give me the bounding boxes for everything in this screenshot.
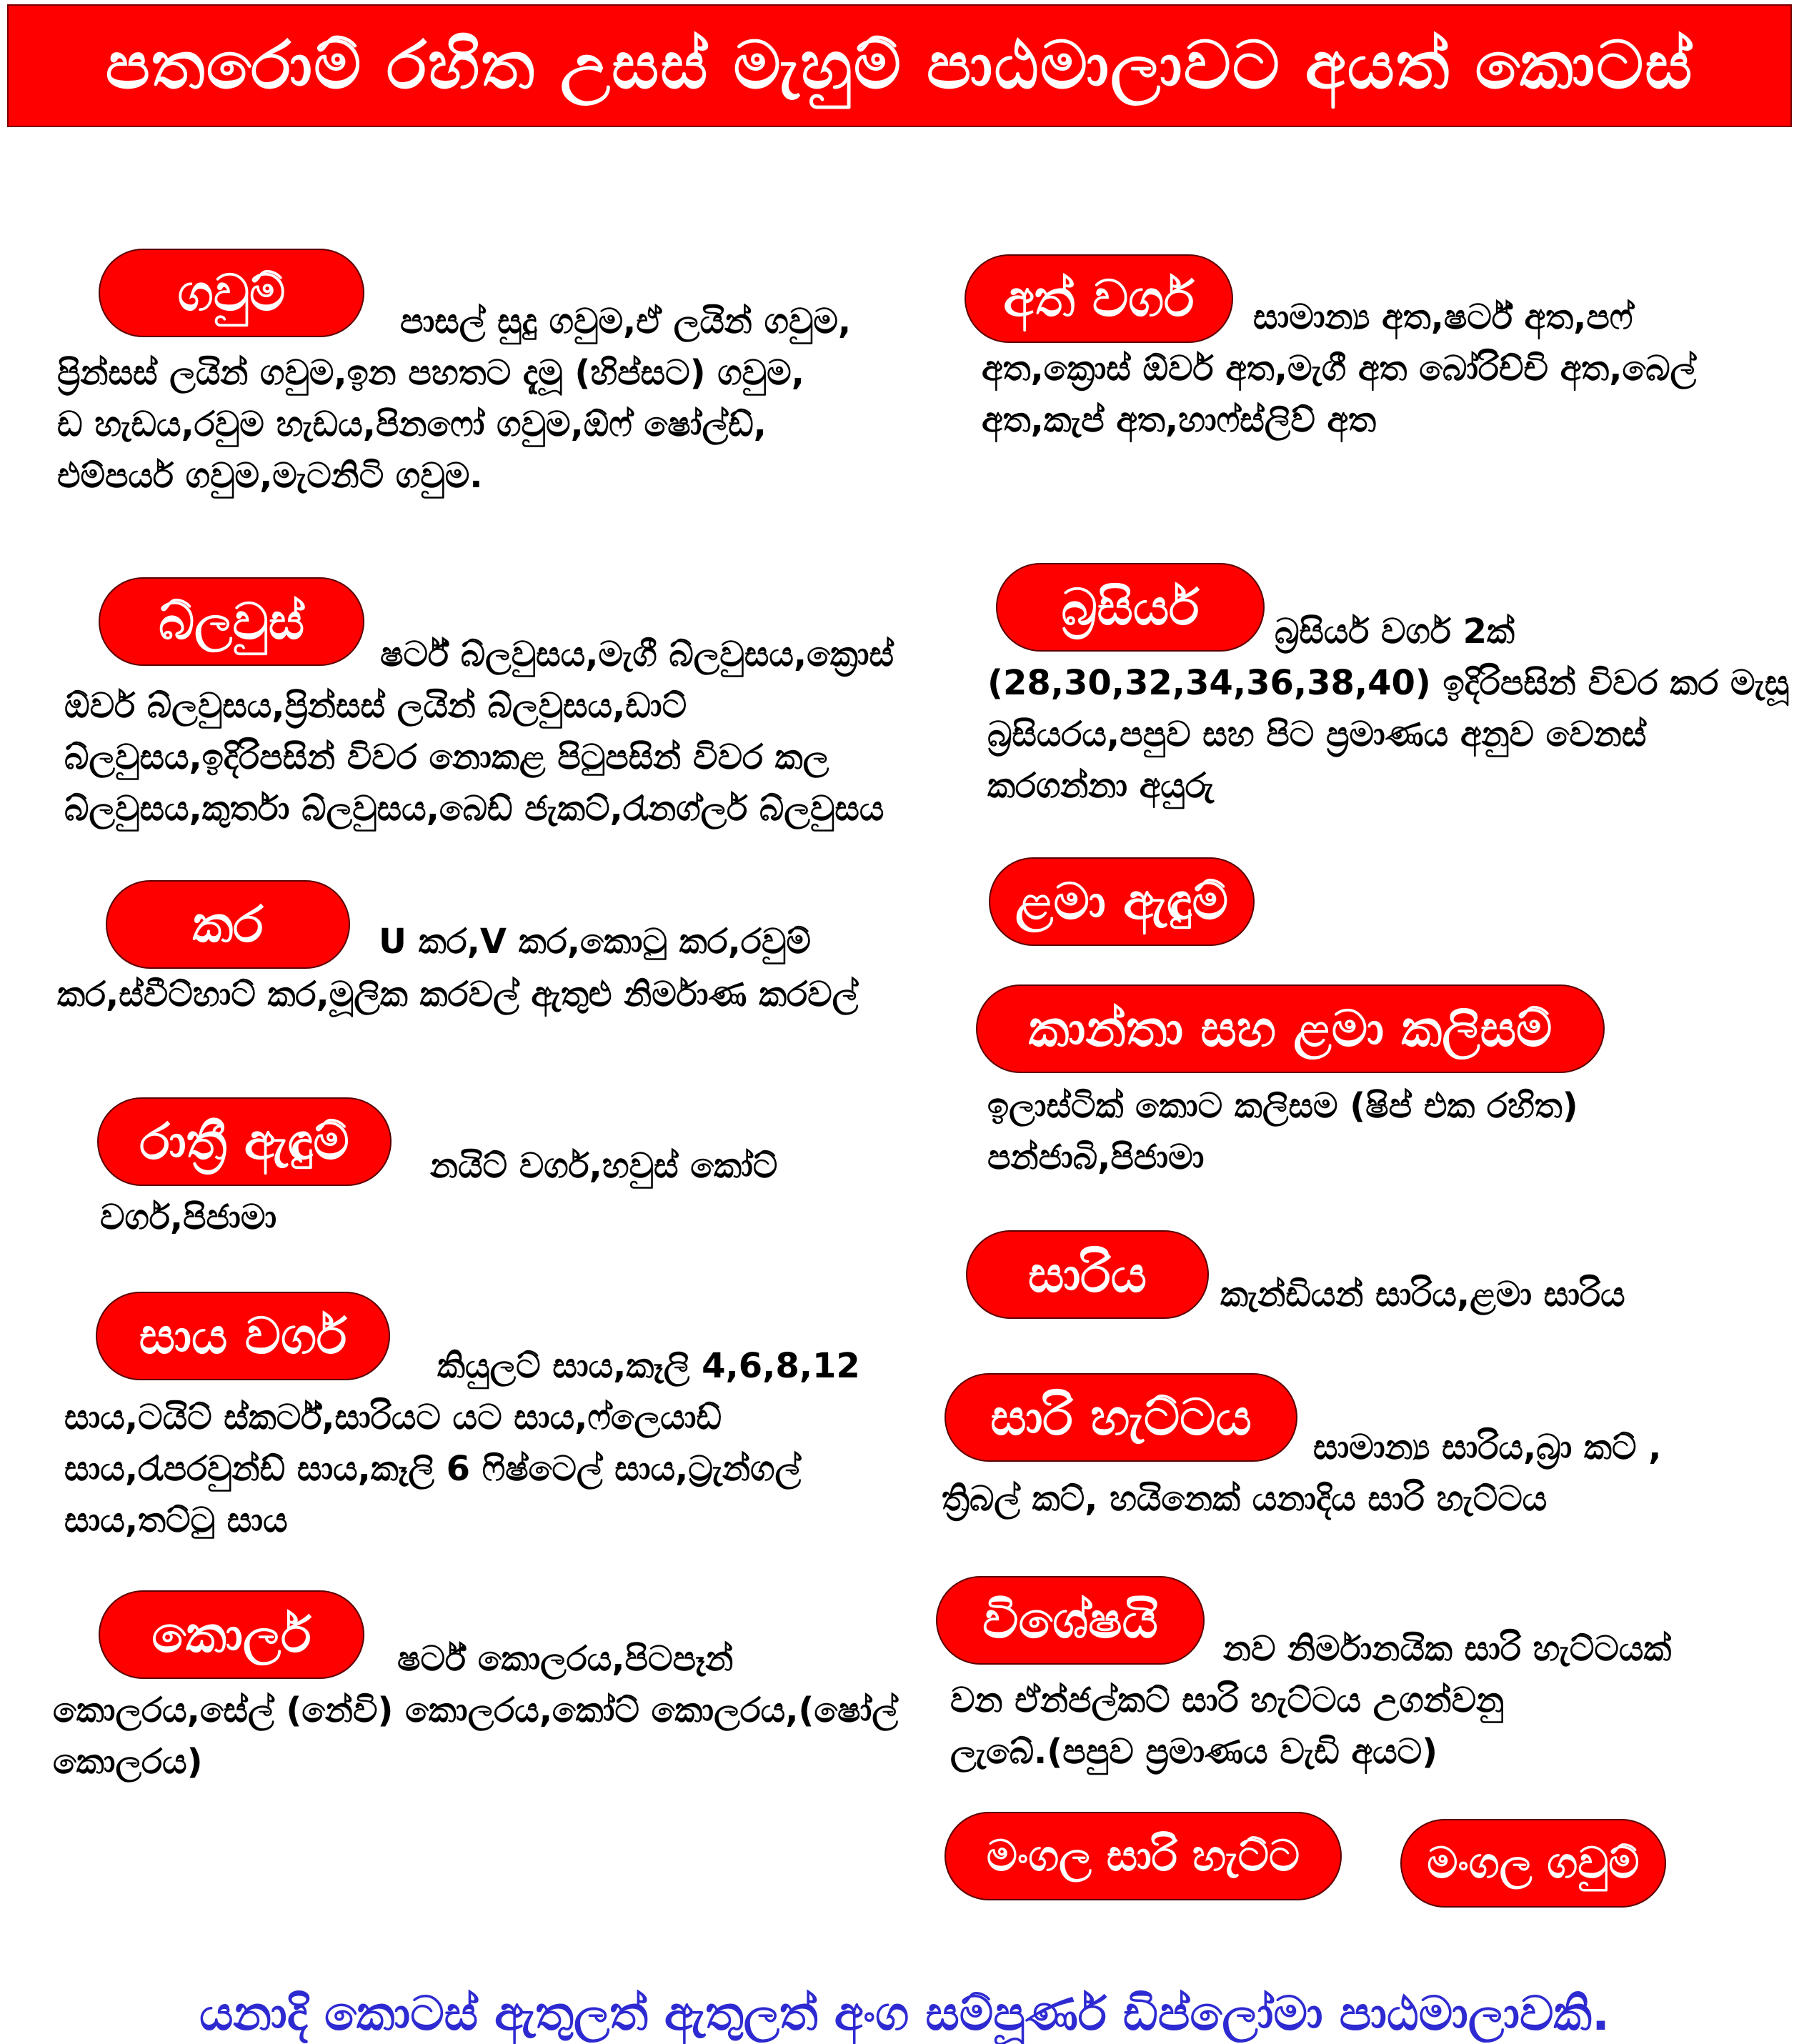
- badge-sari-hattaya: සාරි හැට්ටය: [945, 1373, 1297, 1462]
- gawum-line-1: පාසල් සුදු ගවුම,ඒ ලයින් ගවුම,: [400, 301, 852, 342]
- ath-line-2: අත,ක්‍රොස් ඕවර් අත,මැගී අත බෝරිච්චි අත,බෙල්: [982, 349, 1697, 389]
- brassiere-line-3: බ්‍රසියරය,පපුව සහ පිට ප්‍රමාණය අනුව වෙනස්: [987, 714, 1647, 754]
- rathri-line-2: වර්ග,පිජාමා: [100, 1197, 277, 1237]
- ath-line-3: අත,කැප් අත,හාෆ්ස්ලිව් අත: [982, 400, 1377, 440]
- badge-saya: සාය වර්ග: [96, 1292, 390, 1380]
- badge-kalisam: කාන්තා සහ ළමා කලිසම්: [976, 984, 1605, 1073]
- badge-lama-adum: ළමා ඇඳුම්: [989, 857, 1255, 946]
- visheshayi-line-2: වන ඒන්ජල්කට් සාරි හැට්ටය උගන්වනු: [950, 1680, 1505, 1720]
- badge-gawum: ගවුම්: [99, 249, 364, 337]
- brassiere-line-1: බ්‍රසියර් වර්ග 2ක්: [1275, 612, 1515, 652]
- brassiere-line-4: කරගන්නා අයුරු: [987, 766, 1214, 806]
- collar-line-3: කොලරය): [53, 1742, 203, 1782]
- sariya-line-1: කැන්ඩියන් සාරිය,ළමා සාරිය: [1220, 1275, 1625, 1315]
- kalisam-line-2: පන්ජාබි,පිජාමා: [987, 1137, 1205, 1177]
- page-title: පතරොම් රහිත උසස් මැහුම් පාඨමාලාවට අයත් කොටස්: [105, 26, 1694, 104]
- blouse-line-1: ෂර්ට් බ්ලවුසය,මැගී බ්ලවුසය,ක්‍රොස්: [380, 634, 894, 674]
- saya-line-2: සාය,ටයිට් ස්කර්ට්,සාරියට යට සාය,ෆ්ලෙයාඩ්: [64, 1397, 722, 1437]
- sari-hattaya-line-2: ත්‍රිබල් කට්, හයිනෙක් යනාදිය සාරි හැට්ටය: [942, 1479, 1548, 1519]
- gawum-line-3: ඩ හැඩය,රවුම හැඩය,පිනෆෝ ගවුම,ඕෆ් ෂෝල්ඩ්,: [57, 404, 767, 444]
- badge-sariya: සාරිය: [966, 1230, 1209, 1319]
- kara-line-1: U කර,V කර,කොටු කර,රවුම්: [379, 922, 811, 962]
- blouse-line-4: බ්ලවුසය,කුර්තා බ්ලවුසය,බෙඩ් ජැකට්,රැනග්ලර් බ්ලවුසය: [64, 789, 884, 829]
- saya-line-3: සාය,රැපරවුන්ඩ් සාය,කෑලි 6 ෆිෂ්ටෙල් සාය,ට්‍රැන්ගල්: [64, 1449, 802, 1489]
- badge-visheshayi: විශේෂයි: [936, 1576, 1205, 1665]
- badge-mangala-gawum: මංගල ගවුම්: [1400, 1819, 1666, 1908]
- collar-line-1: ෂර්ට් කොලරය,පිටපෑන්: [397, 1639, 734, 1679]
- ath-line-1: සාමාන්‍ය අත,ෂර්ට් අත,පෆ්: [1253, 297, 1633, 337]
- gawum-line-4: එම්පයර් ගවුම,මැටනිටි ගවුම.: [57, 456, 483, 496]
- brassiere-line-2: (28,30,32,34,36,38,40) ඉදිරිපසින් විවර කර මැසූ: [987, 663, 1790, 703]
- kalisam-line-1: ඉලාස්ටික් කොට කලිසම (ෂිප් එක රහිත): [987, 1086, 1578, 1126]
- blouse-line-2: ඕවර් බ්ලවුසය,ප්‍රින්සස් ලයින් බ්ලවුසය,ඩාට්: [64, 686, 687, 726]
- saya-line-4: සාය,තට්ටු සාය: [64, 1500, 288, 1540]
- badge-brassiere: බ්‍රසියර්: [996, 563, 1265, 652]
- badge-kara: කර: [106, 880, 350, 969]
- badge-ath: අත් වර්ග: [965, 254, 1233, 343]
- title-banner: [7, 4, 1792, 127]
- blouse-line-3: බ්ලවුසය,ඉදිරිපසින් විවර නොකළ පිටුපසින් විවර කල: [64, 737, 829, 777]
- collar-line-2: කොලරය,සේල් (නේවි) කොලරය,කෝට් කොලරය,(ෂෝල්: [53, 1690, 898, 1730]
- gawum-line-2: ප්‍රින්සස් ලයින් ගවුම,ඉන පහතට දැමූ (හිප්සට) ගවුම,: [57, 353, 804, 393]
- sari-hattaya-line-1: සාමාන්‍ය සාරිය,බ්‍රා කට් ,: [1313, 1427, 1662, 1467]
- kara-line-2: කර,ස්වීට්හාට් කර,මූලික කරවල් ඇතුළු නිර්මාණ කරවල්: [57, 974, 859, 1014]
- saya-line-1: කියුලට් සාය,කෑලි 4,6,8,12: [437, 1346, 860, 1386]
- visheshayi-line-1: නව නිර්මානයික සාරි හැට්ටයක්: [1223, 1629, 1672, 1669]
- badge-collar: කොලර්: [99, 1590, 364, 1679]
- badge-mangala-sari-hattaya: මංගල සාරි හැට්ට: [945, 1812, 1342, 1900]
- badge-rathri: රාත්‍රී ඇඳුම්: [97, 1097, 392, 1186]
- rathri-line-1: නයිට් වර්ග,හවුස් කෝට්: [430, 1146, 778, 1186]
- visheshayi-line-3: ලැබේ.(පපුව ප්‍රමාණය වැඩි අයට): [950, 1732, 1438, 1772]
- footer-note: යනාදි කොටස් ඇතුලත් ඇතුලත් අංග සම්පූර්ණ ඩිප්ලෝමා පාඨමාලාවකි.: [199, 1986, 1610, 2041]
- badge-blouse: බ්ලවුස්: [99, 577, 364, 666]
